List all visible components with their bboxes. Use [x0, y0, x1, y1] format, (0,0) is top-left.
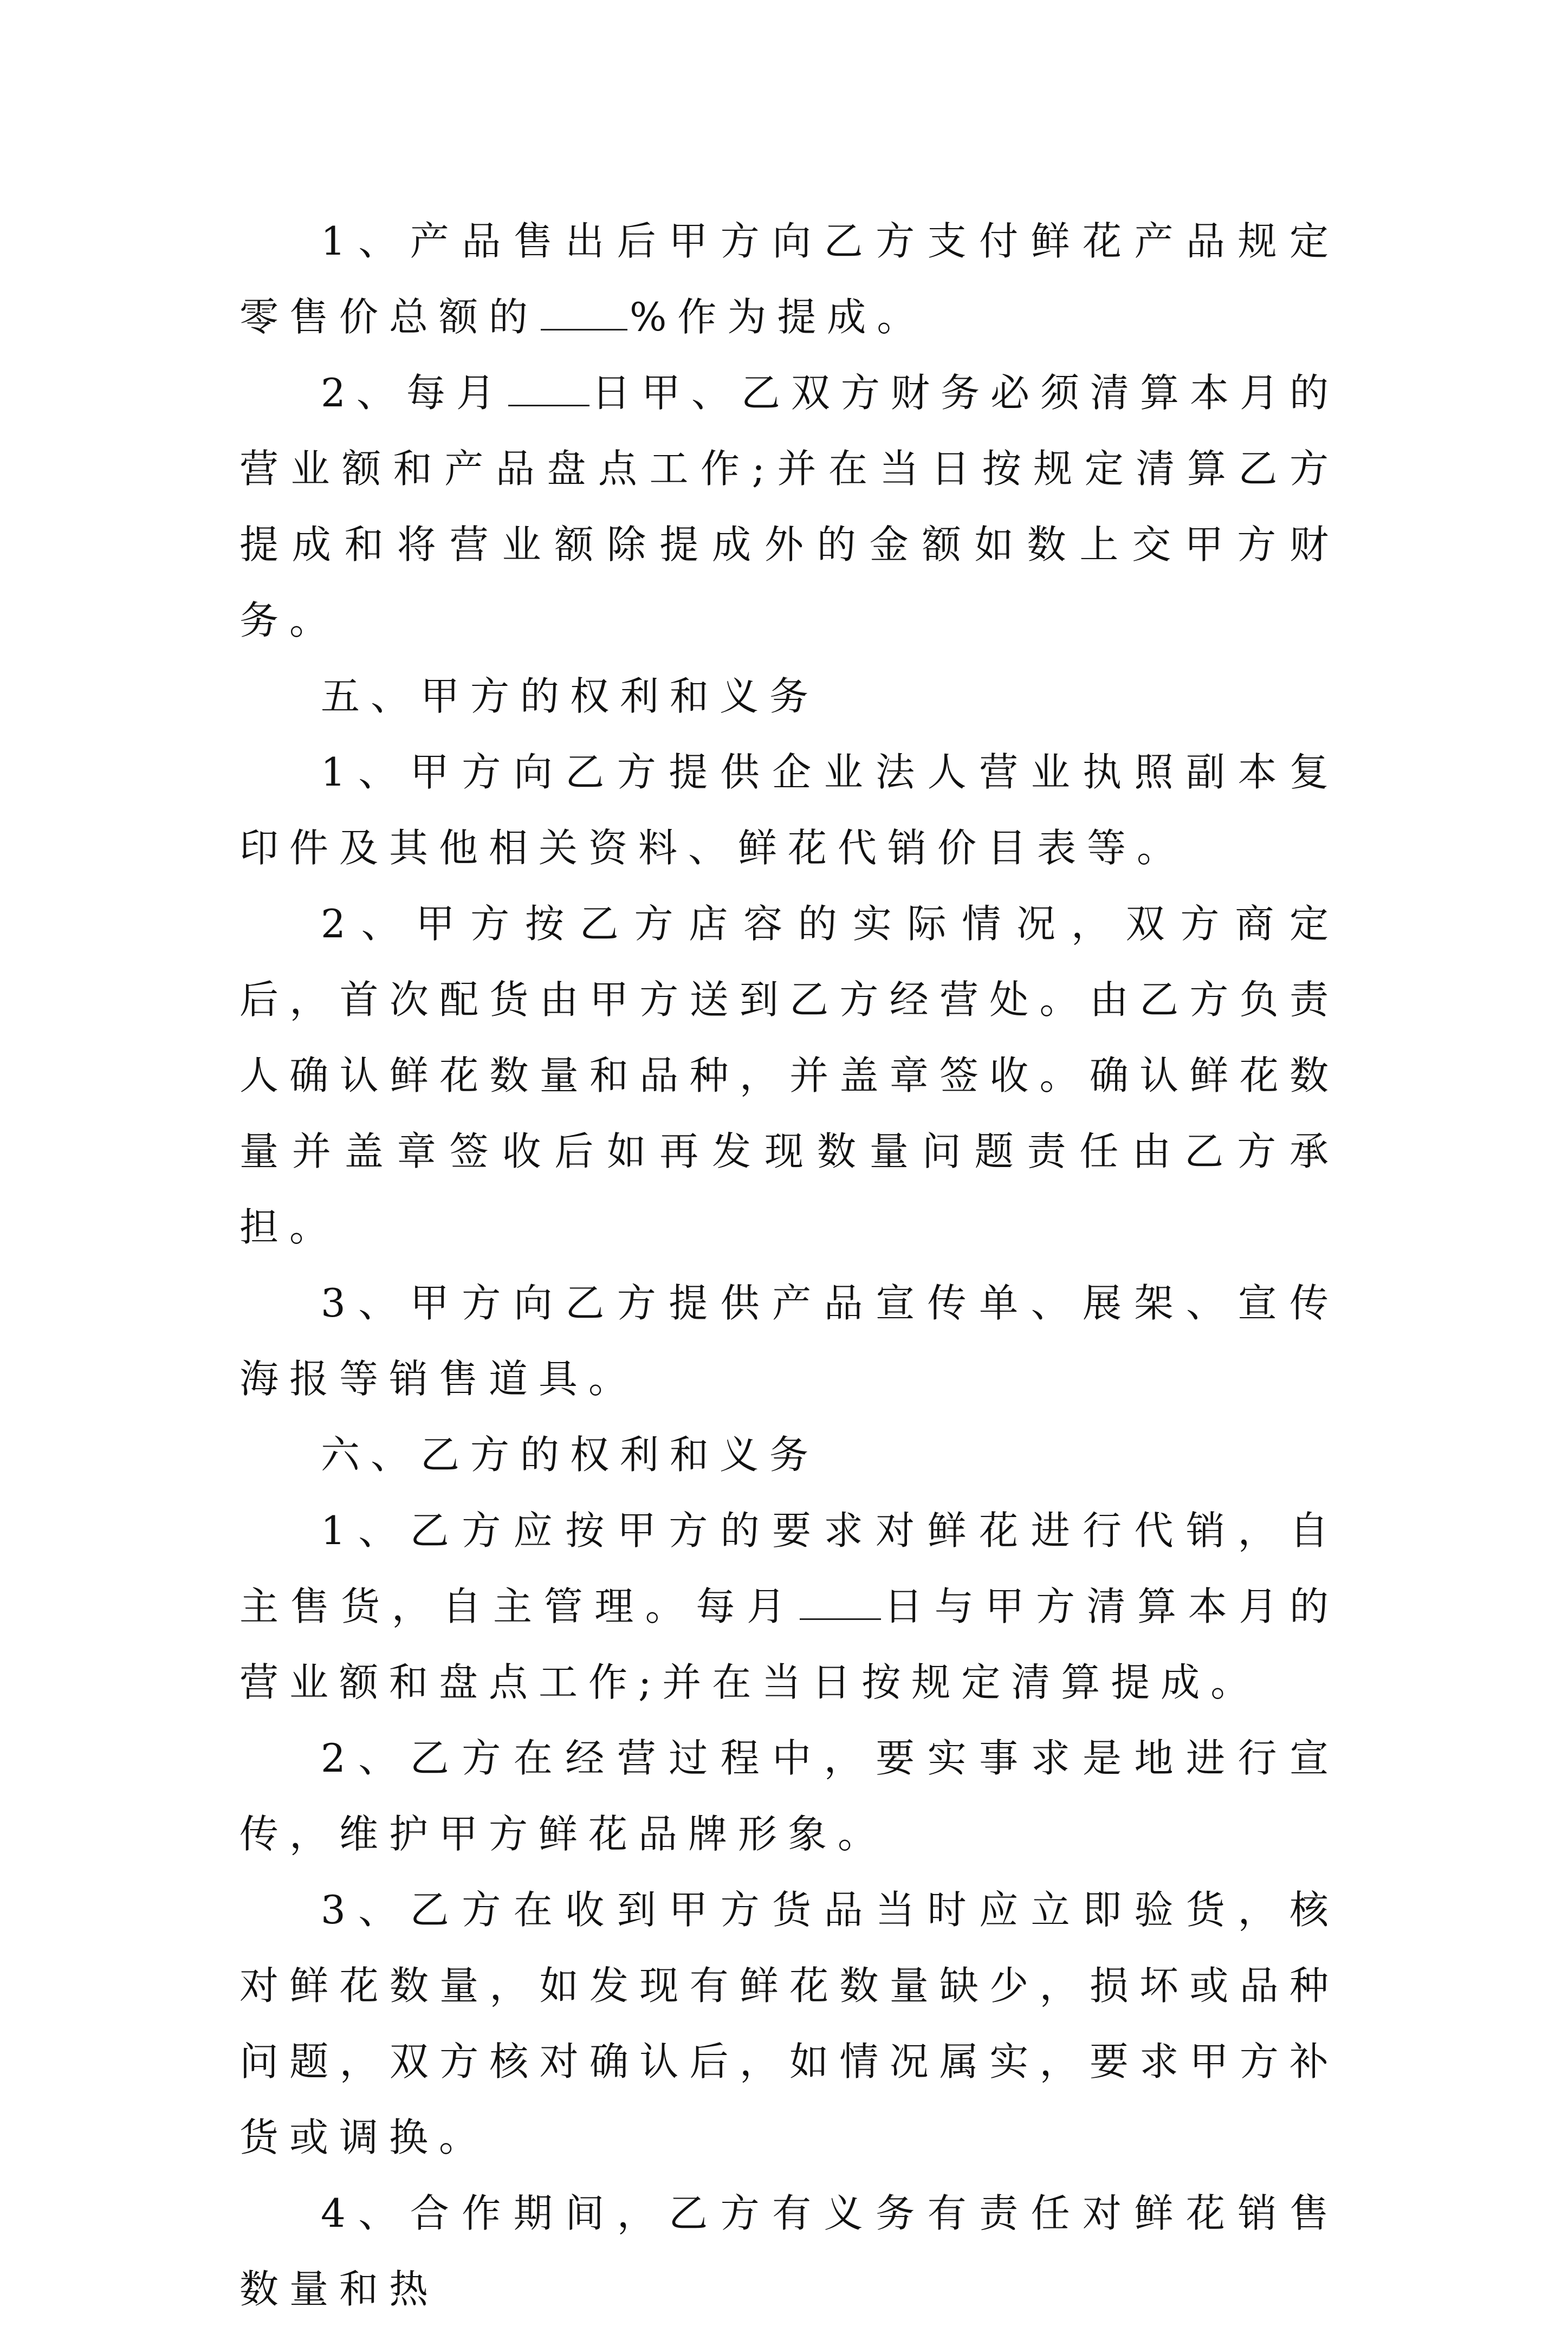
- clause-5-2: 2、甲方按乙方店容的实际情况，双方商定后，首次配货由甲方送到乙方经营处。由乙方负责人确认鲜花数量和品种，并盖章签收。确认鲜花数量并盖章签收后如再发现数量问题责任由乙方承担。: [239, 901, 1339, 1250]
- clause-6-2: 2、乙方在经营过程中，要实事求是地进行宣传，维护甲方鲜花品牌形象。: [239, 1735, 1339, 1857]
- clause-6-1-text-b: 日与甲方清算本月的营业额和盘点工作;并在当日按规定清算提成。: [239, 1584, 1339, 1705]
- blank-settlement-day[interactable]: [508, 371, 589, 406]
- section-5-heading: 五、甲方的权利和义务: [321, 673, 820, 719]
- clause-5-3: 3、甲方向乙方提供产品宣传单、展架、宣传海报等销售道具。: [239, 1280, 1339, 1402]
- document-body: [239, 203, 1339, 2327]
- clause-4-2: [239, 355, 1339, 658]
- blank-monthly-day[interactable]: [800, 1585, 881, 1620]
- section-6-heading: 六、乙方的权利和义务: [321, 1432, 820, 1477]
- clause-6-1: [239, 1493, 1339, 1720]
- clause-6-1-text-a: 1、乙方应按甲方的要求对鲜花进行代销，自主售货，自主管理。每月: [239, 1508, 1339, 1629]
- clause-4-2-text-b: 日甲、乙双方财务必须清算本月的营业额和产品盘点工作;并在当日按规定清算乙方提成和将营业额除提成外的金额如数上交甲方财务。: [239, 370, 1339, 643]
- clause-4-1: [239, 203, 1339, 355]
- clause-4-1-text-b: %作为提成。: [630, 294, 927, 340]
- blank-commission-percent[interactable]: [541, 295, 627, 330]
- clause-4-1-text-a: 1、产品售出后甲方向乙方支付鲜花产品规定零售价总额的: [239, 218, 1339, 340]
- clause-5-1: 1、甲方向乙方提供企业法人营业执照副本复印件及其他相关资料、鲜花代销价目表等。: [239, 749, 1339, 871]
- clause-4-2-text-a: 2、每月: [321, 370, 506, 416]
- clause-6-4: 4、合作期间，乙方有义务有责任对鲜花销售数量和热: [239, 2190, 1339, 2312]
- clause-6-3: 3、乙方在收到甲方货品当时应立即验货，核对鲜花数量，如发现有鲜花数量缺少，损坏或品种问题，双方核对确认后，如情况属实，要求甲方补货或调换。: [239, 1887, 1339, 2160]
